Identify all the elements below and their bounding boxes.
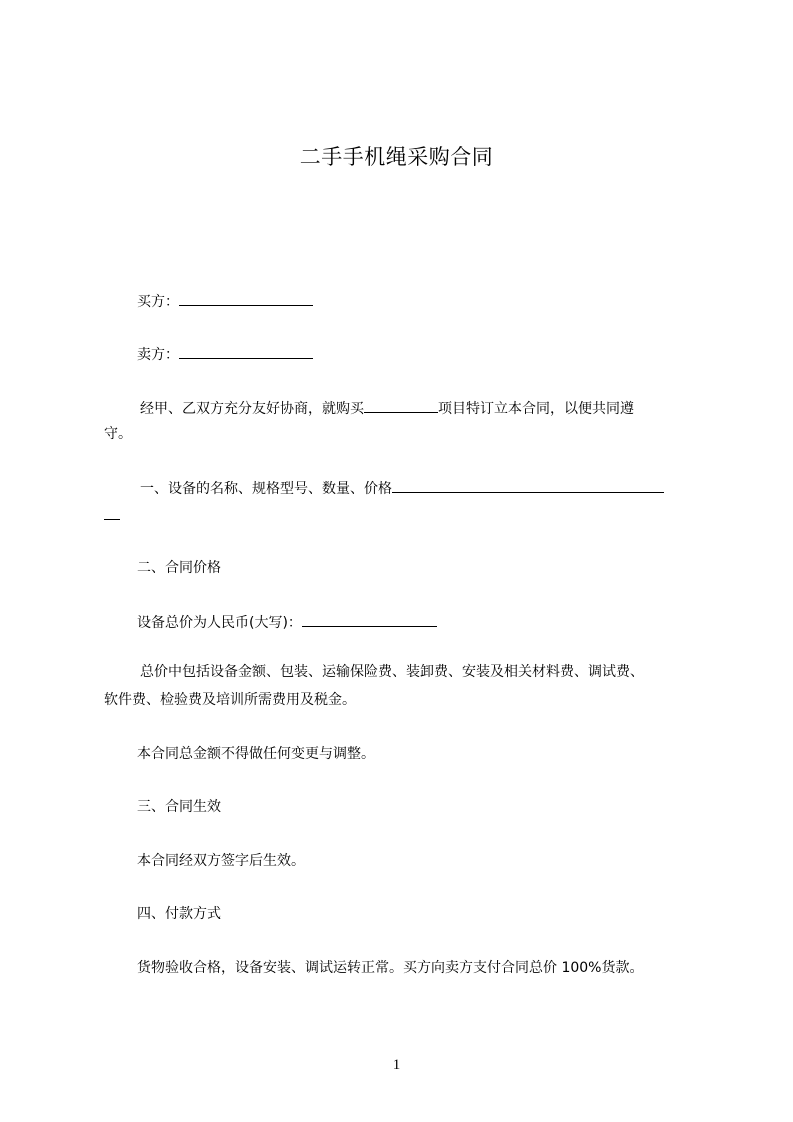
- project-blank[interactable]: [364, 398, 438, 413]
- no-change-text: 本合同总金额不得做任何变更与调整。: [137, 746, 375, 762]
- intro-paragraph: [140, 398, 634, 419]
- price-includes-line1: 总价中包括设备金额、包装、运输保险费、装卸费、安装及相关材料费、调试费、: [140, 664, 644, 680]
- section2-heading: 二、合同价格: [137, 560, 221, 576]
- payment-text: 货物验收合格，设备安装、调试运转正常。买方向卖方支付合同总价 100%货款。: [137, 960, 644, 976]
- buyer-label: 买方：: [137, 294, 179, 310]
- section3-heading: 三、合同生效: [137, 799, 221, 815]
- buyer-blank[interactable]: [179, 291, 313, 306]
- buyer-line: [137, 291, 313, 312]
- section4-heading: 四、付款方式: [137, 906, 221, 922]
- section1-continuation: [104, 505, 120, 526]
- effective-text: 本合同经双方签字后生效。: [137, 853, 305, 869]
- total-price-label: 设备总价为人民币(大写)：: [137, 615, 302, 631]
- total-price-blank[interactable]: [302, 612, 437, 627]
- section1-line: [140, 478, 664, 499]
- equipment-blank[interactable]: [392, 478, 664, 493]
- document-title: 二手手机绳采购合同: [299, 145, 494, 169]
- seller-line: [137, 344, 313, 365]
- price-includes-line2: 软件费、检验费及培训所需费用及税金。: [104, 692, 356, 708]
- page-number: 1: [392, 1057, 401, 1073]
- intro-text-part1: 经甲、乙双方充分友好协商，就购买: [140, 401, 364, 417]
- total-price-line: [137, 612, 437, 633]
- seller-label: 卖方：: [137, 347, 179, 363]
- section1-heading: 一、设备的名称、规格型号、数量、价格: [140, 481, 392, 497]
- intro-text-part2: 项目特订立本合同，以便共同遵: [438, 401, 634, 417]
- seller-blank[interactable]: [179, 344, 313, 359]
- intro-continuation: 守。: [104, 426, 132, 442]
- equipment-blank-cont[interactable]: [104, 505, 120, 520]
